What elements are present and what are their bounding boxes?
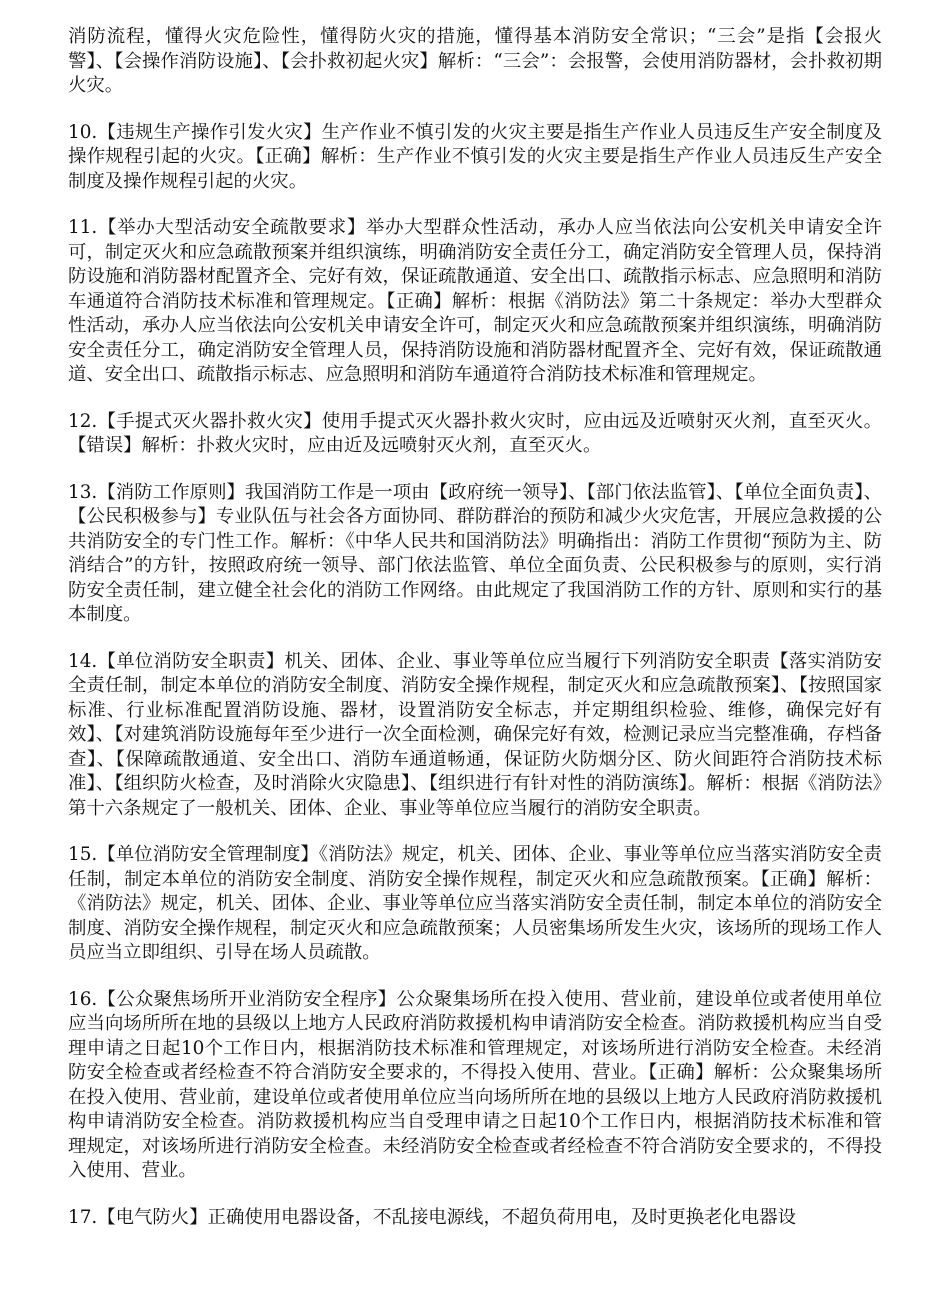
- paragraph-9-continuation: 消防流程，懂得火灾危险性，懂得防火灾的措施，懂得基本消防安全常识；“三会”是指【会报火警】、【会操作消防设施】、【会扑救初起火灾】解析：“三会”：会报警，会使用消防器材，会扑救初期火灾。: [68, 26, 882, 96]
- question-10: 10.【违规生产操作引发火灾】生产作业不慎引发的火灾主要是指生产作业人员违反生产安全制度及操作规程引起的火灾。【正确】解析：生产作业不慎引发的火灾主要是指生产作业人员违反生产安全制度及操作规程引起的火灾。: [68, 121, 882, 192]
- question-11: 11.【举办大型活动安全疏散要求】举办大型群众性活动，承办人应当依法向公安机关申请安全许可，制定灭火和应急疏散预案并组织演练，明确消防安全责任分工，确定消防安全管理人员，保持消防设施和消防器材配置齐全、完好有效，保证疏散通道、安全出口、疏散指示标志、应急照明和消防车通道符合消防技术标准和管理规定。【正确】解析：根据《消防法》第二十条规定：举办大型群众性活动，承办人应当依法向公安机关申请安全许可，制定灭火和应急疏散预案并组织演练，明确消防安全责任分工，确定消防安全管理人员，保持消防设施和消防器材配置齐全、完好有效，保证疏散通道、安全出口、疏散指示标志、应急照明和消防车通道符合消防技术标准和管理规定。: [68, 217, 882, 385]
- question-13: 13.【消防工作原则】我国消防工作是一项由【政府统一领导】、【部门依法监管】、【单位全面负责】、【公民积极参与】专业队伍与社会各方面协同、群防群治的预防和减少火灾危害，开展应急救援的公共消防安全的专门性工作。解析：《中华人民共和国消防法》明确指出：消防工作贯彻“预防为主、防消结合”的方针，按照政府统一领导、部门依法监管、单位全面负责、公民积极参与的原则，实行消防安全责任制，建立健全社会化的消防工作网络。由此规定了我国消防工作的方针、原则和实行的基本制度。: [68, 481, 882, 625]
- question-17: 17.【电气防火】正确使用电器设备，不乱接电源线，不超负荷用电，及时更换老化电器设: [68, 1206, 797, 1228]
- question-14: 14.【单位消防安全职责】机关、团体、企业、事业等单位应当履行下列消防安全职责【落实消防安全责任制，制定本单位的消防安全制度、消防安全操作规程，制定灭火和应急疏散预案】、【按照国家标准、行业标准配置消防设施、器材，设置消防安全标志，并定期组织检验、维修，确保完好有效】、【对建筑消防设施每年至少进行一次全面检测，确保完好有效，检测记录应当完整准确，存档备查】、【保障疏散通道、安全出口、消防车通道畅通，保证防火防烟分区、防火间距符合消防技术标准】、【组织防火检查，及时消除火灾隐患】、【组织进行有针对性的消防演练】。解析：根据《消防法》第十六条规定了一般机关、团体、企业、事业等单位应当履行的消防安全职责。: [68, 650, 882, 819]
- question-16: 16.【公众聚焦场所开业消防安全程序】公众聚集场所在投入使用、营业前，建设单位或者使用单位应当向场所所在地的县级以上地方人民政府消防救援机构申请消防安全检查。消防救援机构应当自受理申请之日起10个工作日内，根据消防技术标准和管理规定，对该场所进行消防安全检查。未经消防安全检查或者经检查不符合消防安全要求的，不得投入使用、营业。【正确】解析：公众聚集场所在投入使用、营业前，建设单位或者使用单位应当向场所所在地的县级以上地方人民政府消防救援机构申请消防安全检查。消防救援机构应当自受理申请之日起10个工作日内，根据消防技术标准和管理规定，对该场所进行消防安全检查。未经消防安全检查或者经检查不符合消防安全要求的，不得投入使用、营业。: [68, 988, 882, 1181]
- question-12: 12.【手提式灭火器扑救火灾】使用手提式灭火器扑救火灾时，应由远及近喷射灭火剂，直至灭火。【错误】解析：扑救火灾时，应由近及远喷射灭火剂，直至灭火。: [68, 410, 882, 456]
- question-15: 15.【单位消防安全管理制度】《消防法》规定，机关、团体、企业、事业等单位应当落实消防安全责任制，制定本单位的消防安全制度、消防安全操作规程，制定灭火和应急疏散预案。【正确】解析：《消防法》规定，机关、团体、企业、事业等单位应当落实消防安全责任制，制定本单位的消防安全制度、消防安全操作规程，制定灭火和应急疏散预案；人员密集场所发生火灾，该场所的现场工作人员应当立即组织、引导在场人员疏散。: [68, 844, 882, 963]
